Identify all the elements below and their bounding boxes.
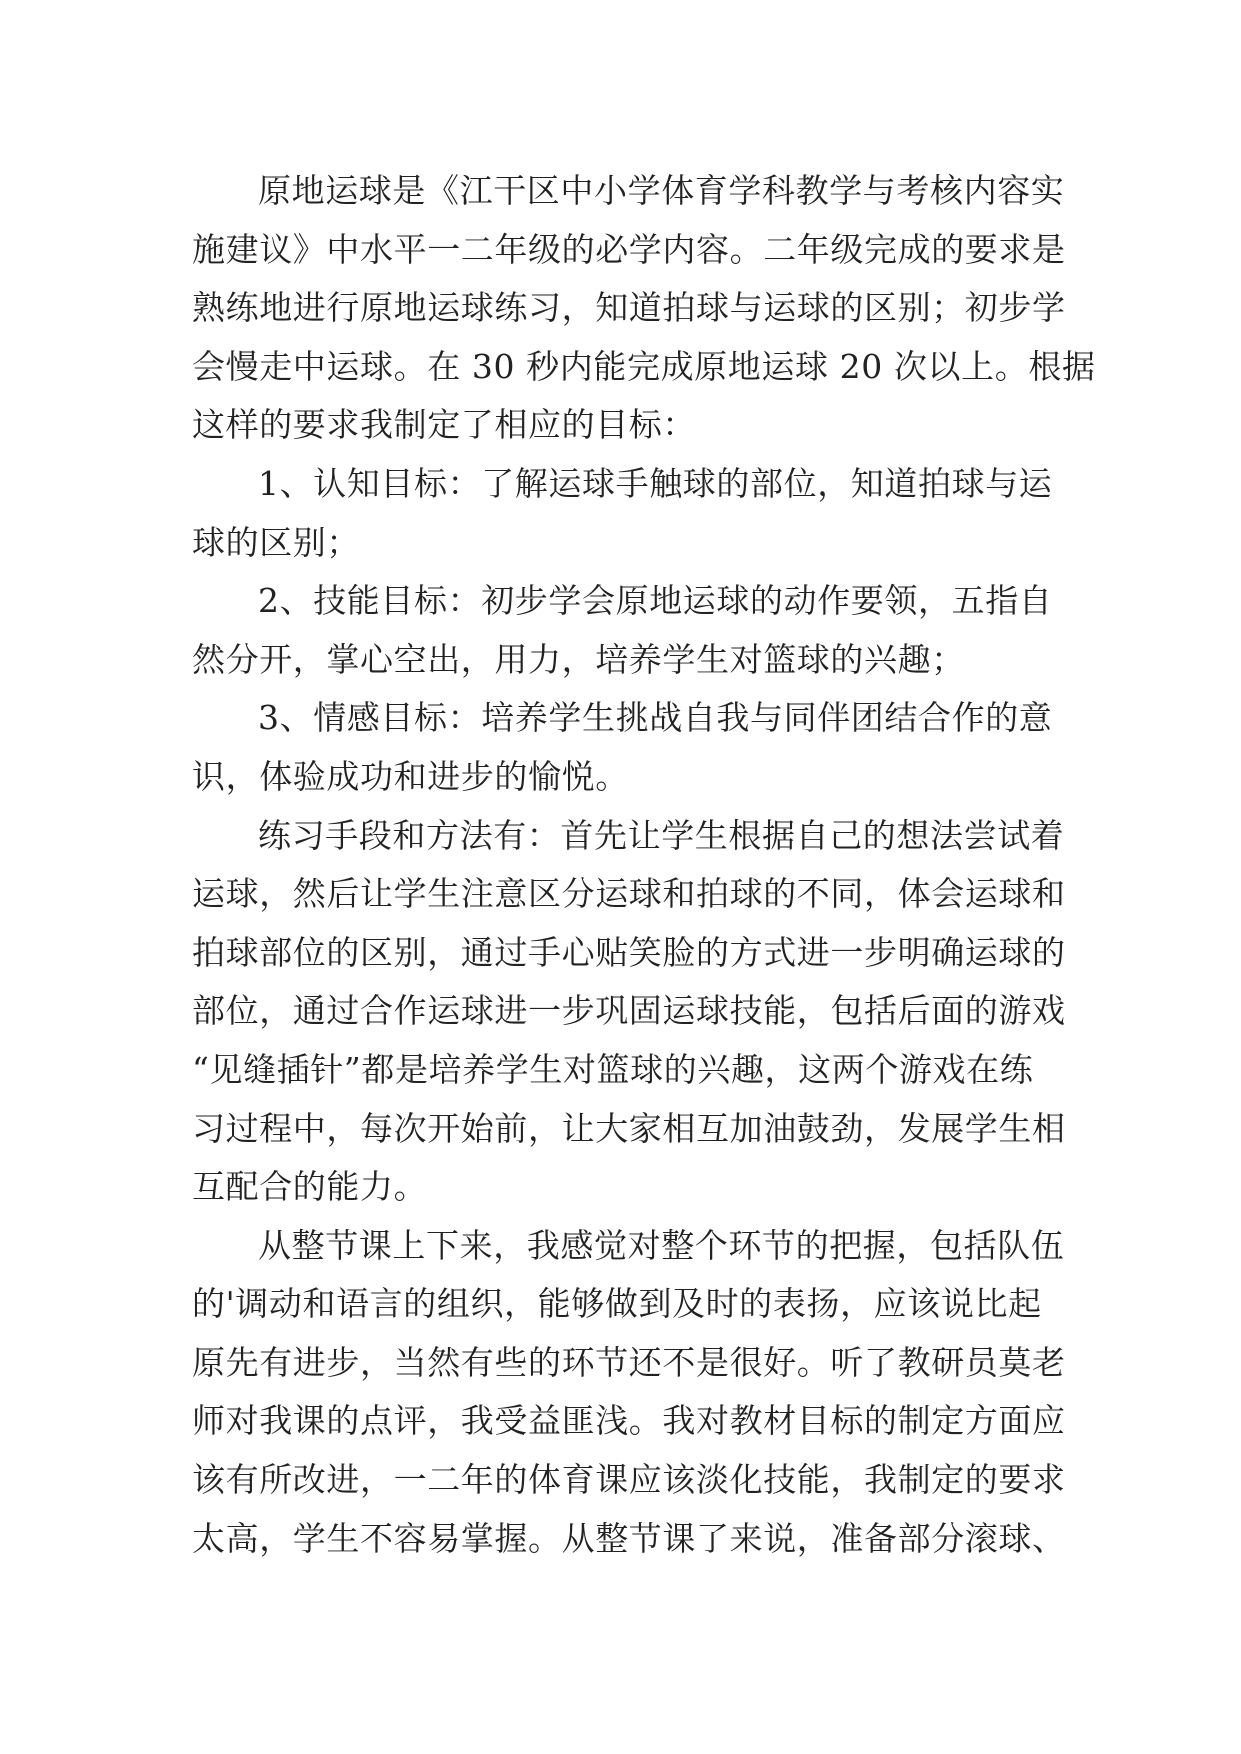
text-line: 从整节课上下来，我感觉对整个环节的把握，包括队伍 <box>258 1225 1065 1265</box>
text-line: 原先有进步，当然有些的环节还不是很好。听了教研员莫老 <box>192 1342 1066 1382</box>
text-line: 2、技能目标：初步学会原地运球的动作要领，五指自 <box>258 581 1053 621</box>
text-line: 该有所改进，一二年的体育课应该淡化技能，我制定的要求 <box>192 1460 1066 1500</box>
text-line: 练习手段和方法有：首先让学生根据自己的想法尝试着 <box>258 815 1065 855</box>
text-line: 然分开，掌心空出，用力，培养学生对篮球的兴趣； <box>192 639 965 679</box>
text-line: 会慢走中运球。在 30 秒内能完成原地运球 20 次以上。根据 <box>192 346 1096 386</box>
text-line: 球的区别； <box>192 522 360 562</box>
text-line: 互配合的能力。 <box>192 1167 428 1207</box>
text-line: “见缝插针”都是培养学生对篮球的兴趣，这两个游戏在练 <box>192 1049 1034 1089</box>
body-text <box>192 162 1096 1568</box>
text-line: 这样的要求我制定了相应的目标： <box>192 405 696 445</box>
text-line: 部位，通过合作运球进一步巩固运球技能，包括后面的游戏 <box>192 991 1066 1031</box>
text-line: 1、认知目标：了解运球手触球的部位，知道拍球与运 <box>258 463 1053 503</box>
text-line: 施建议》中水平一二年级的必学内容。二年级完成的要求是 <box>192 229 1066 269</box>
text-line: 习过程中，每次开始前，让大家相互加油鼓劲，发展学生相 <box>192 1108 1066 1148</box>
text-line: 太高，学生不容易掌握。从整节课了来说，准备部分滚球、 <box>192 1518 1066 1558</box>
text-line: 拍球部位的区别，通过手心贴笑脸的方式进一步明确运球的 <box>192 932 1066 972</box>
text-line: 师对我课的点评，我受益匪浅。我对教材目标的制定方面应 <box>192 1401 1066 1441</box>
text-line: 原地运球是《江干区中小学体育学科教学与考核内容实 <box>258 171 1065 210</box>
text-line: 3、情感目标：培养学生挑战自我与同伴团结合作的意 <box>258 698 1053 738</box>
text-line: 运球，然后让学生注意区分运球和拍球的不同，体会运球和 <box>192 874 1066 914</box>
text-line: 熟练地进行原地运球练习，知道拍球与运球的区别；初步学 <box>192 288 1066 328</box>
text-line: 的'调动和语言的组织，能够做到及时的表扬，应该说比起 <box>192 1284 1042 1324</box>
text-line: 识，体验成功和进步的愉悦。 <box>192 756 629 796</box>
